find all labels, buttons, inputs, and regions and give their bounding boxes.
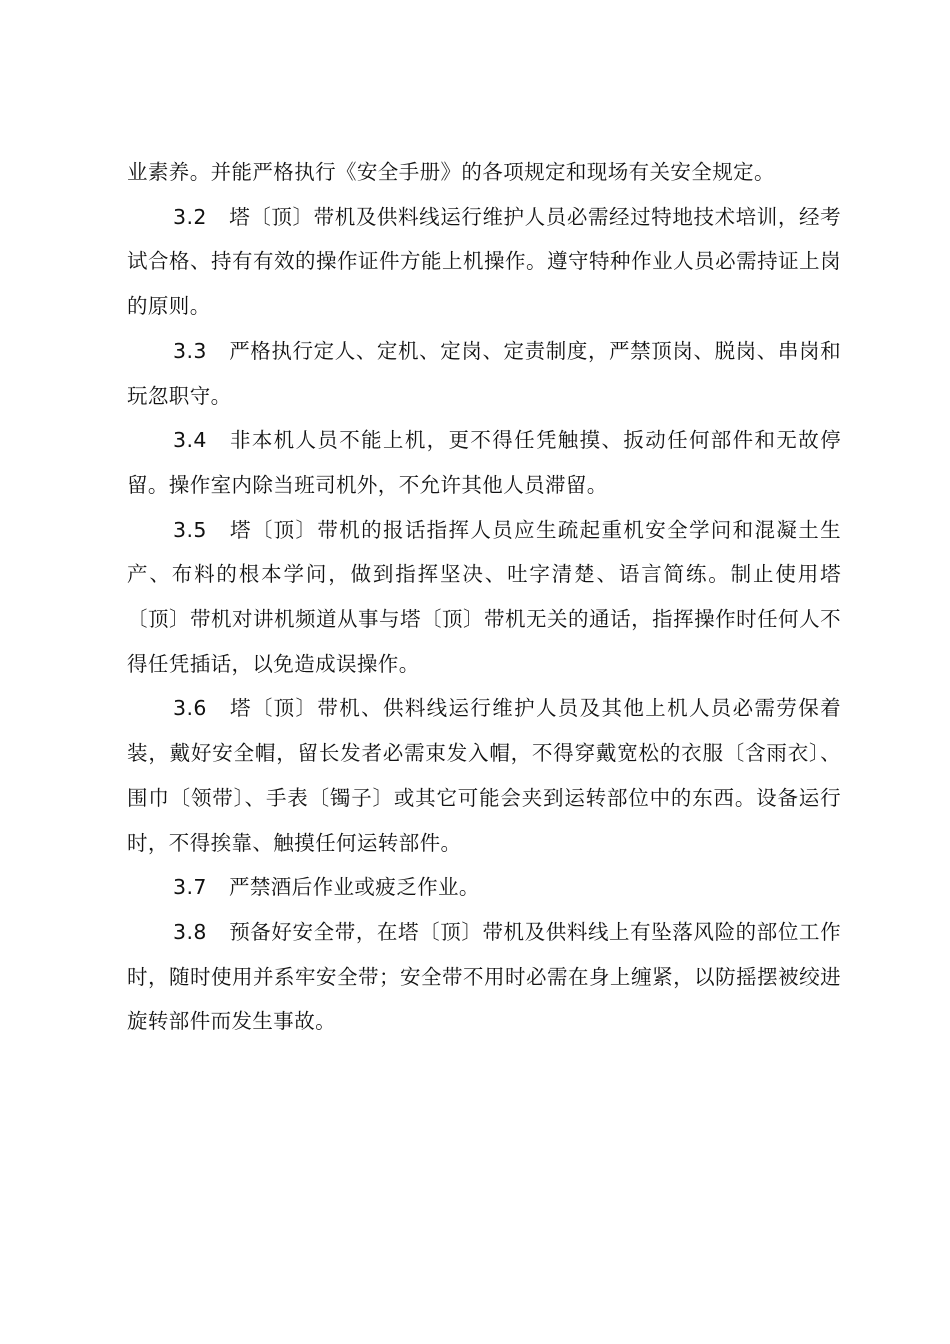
clause-number: 3.6 [173,696,207,721]
clause-number: 3.5 [173,517,207,542]
clause-number: 3.2 [173,204,207,229]
clause-text: 严格执行定人、定机、定岗、定责制度，严禁顶岗、脱岗、串岗和玩忽职守。 [127,338,841,408]
clause-text: 塔〔顶〕带机及供料线运行维护人员必需经过特地技术培训，经考试合格、持有有效的操作证件方能上机操作。遵守特种作业人员必需持证上岗的原则。 [127,204,841,319]
clause-3-6 [127,686,841,865]
clause-text: 非本机人员不能上机，更不得任凭触摸、扳动任何部件和无故停留。操作室内除当班司机外，不允许其他人员滞留。 [127,428,841,497]
clause-number: 3.8 [173,919,207,944]
clause-3-7 [127,865,841,910]
clause-text: 塔〔顶〕带机的报话指挥人员应生疏起重机安全学问和混凝土生产、布料的根本学问，做到指挥坚决、吐字清楚、语言简练。制止使用塔〔顶〕带机对讲机频道从事与塔〔顶〕带机无关的通话，指挥操作时任何人不得任凭插话，以免造成误操作。 [127,517,841,676]
clause-text: 预备好安全带，在塔〔顶〕带机及供料线上有坠落风险的部位工作时，随时使用并系牢安全带；安全带不用时必需在身上缠紧，以防摇摆被绞进旋转部件而发生事故。 [127,919,841,1034]
clause-number: 3.3 [173,338,207,363]
clause-number: 3.7 [173,875,207,900]
clause-text: 严禁酒后作业或疲乏作业。 [229,875,480,900]
clause-3-8 [127,910,841,1044]
clause-3-3 [127,329,841,418]
clause-text: 塔〔顶〕带机、供料线运行维护人员及其他上机人员必需劳保着装，戴好安全帽，留长发者必需束发入帽，不得穿戴宽松的衣服〔含雨衣〕、围巾〔领带〕、手表〔镯子〕或其它可能会夹到运转部位中的东西。设备运行时，不得挨靠、触摸任何运转部件。 [127,696,841,855]
document-body [127,150,841,1044]
clause-3-2 [127,195,841,329]
clause-number: 3.4 [173,428,207,453]
intro-continuation: 业素养。并能严格执行《安全手册》的各项规定和现场有关安全规定。 [127,160,775,184]
clause-3-5 [127,508,841,687]
clause-3-4 [127,418,841,507]
